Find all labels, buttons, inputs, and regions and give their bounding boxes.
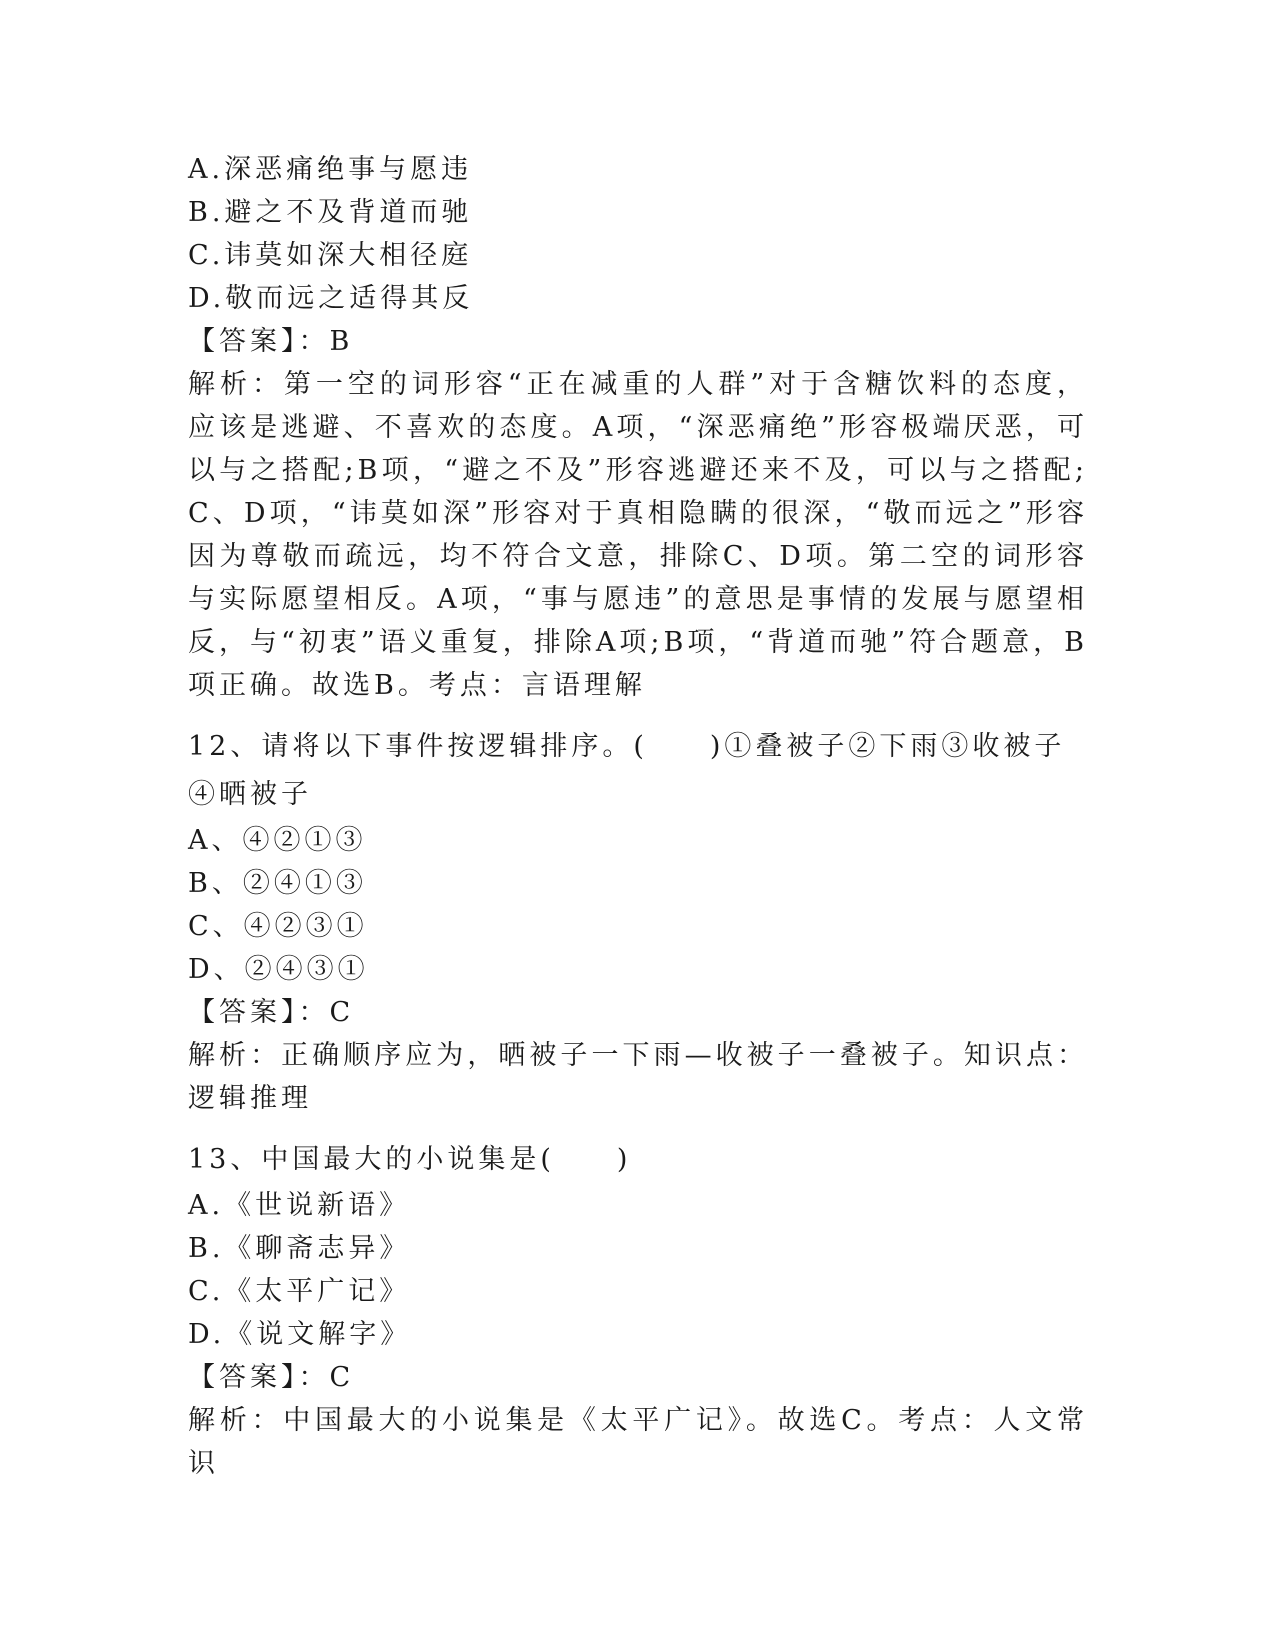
answer: 【答案】：C — [188, 1362, 355, 1393]
document-page — [188, 148, 1088, 1485]
option-a: A.《世说新语》 — [188, 1190, 411, 1221]
answer: 【答案】：B — [188, 326, 354, 357]
option-a: A、④②①③ — [188, 825, 367, 856]
option-c: C.《太平广记》 — [188, 1276, 411, 1307]
option-d: D.《说文解字》 — [188, 1319, 412, 1350]
question-stem: 12、请将以下事件按逻辑排序。( )①叠被子②下雨③收被子④晒被子 — [188, 731, 1066, 810]
analysis: 解析：第一空的词形容“正在减重的人群”对于含糖饮料的态度，应该是逃避、不喜欢的态度。A项，“深恶痛绝”形容极端厌恶，可以与之搭配;B项，“避之不及”形容逃避还来不及，可以与之搭配;C、D项，“讳莫如深”形容对于真相隐瞒的很深，“敬而远之”形容因为尊敬而疏远，均不符合文意，排除C、D项。第二空的词形容与实际愿望相反。A项，“事与愿违”的意思是事情的发展与愿望相反，与“初衷”语义重复，排除A项;B项，“背道而驰”符合题意，B项正确。故选B。考点：言语理解 — [188, 369, 1088, 701]
question-13 — [188, 1136, 1088, 1485]
option-b: B.《聊斋志异》 — [188, 1233, 411, 1264]
option-d: D、②④③① — [188, 954, 369, 985]
question-11 — [188, 148, 1088, 707]
option-a: A.深恶痛绝事与愿违 — [188, 154, 473, 185]
option-d: D.敬而远之适得其反 — [188, 283, 474, 314]
option-b: B、②④①③ — [188, 868, 367, 899]
answer: 【答案】：C — [188, 997, 355, 1028]
analysis: 解析：中国最大的小说集是《太平广记》。故选C。考点：人文常识 — [188, 1405, 1088, 1479]
option-b: B.避之不及背道而驰 — [188, 197, 473, 228]
analysis: 解析：正确顺序应为，晒被子一下雨—收被子一叠被子。知识点：逻辑推理 — [188, 1040, 1088, 1114]
option-c: C.讳莫如深大相径庭 — [188, 240, 473, 271]
question-stem: 13、中国最大的小说集是( ) — [188, 1144, 632, 1175]
question-12 — [188, 723, 1088, 1120]
option-c: C、④②③① — [188, 911, 368, 942]
